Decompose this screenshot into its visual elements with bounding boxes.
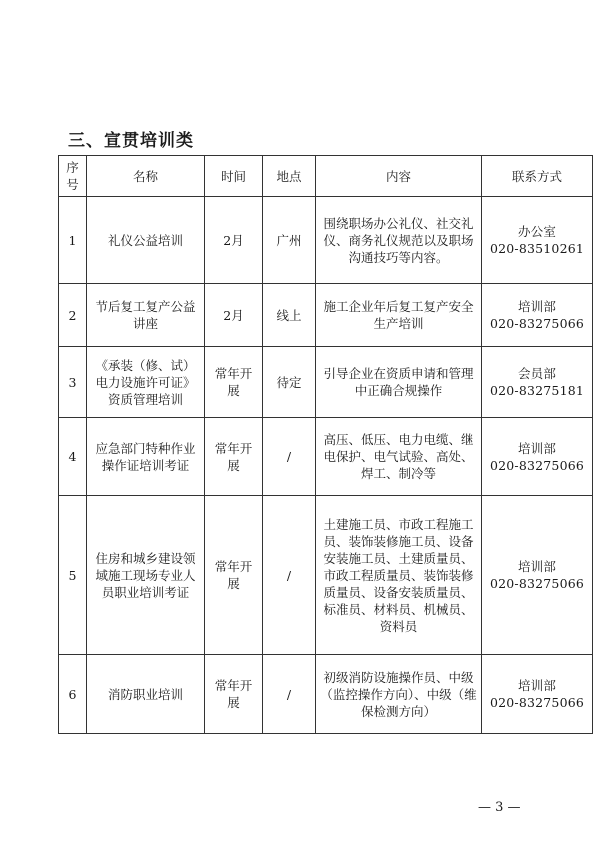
cell-contact bbox=[482, 284, 593, 347]
cell-place: 线上 bbox=[263, 284, 316, 347]
cell-content: 高压、低压、电力电缆、继电保护、电气试验、高处、焊工、制冷等 bbox=[316, 418, 482, 496]
header-no: 序号 bbox=[59, 156, 87, 197]
contact-phone: 020-83275066 bbox=[489, 576, 585, 591]
table-row bbox=[59, 197, 593, 284]
contact-dept: 培训部 bbox=[517, 299, 557, 314]
cell-no: 6 bbox=[59, 655, 87, 734]
header-place: 地点 bbox=[263, 156, 316, 197]
cell-time: 2月 bbox=[205, 284, 263, 347]
contact-dept: 办公室 bbox=[517, 224, 557, 239]
cell-content: 围绕职场办公礼仪、社交礼仪、商务礼仪规范以及职场沟通技巧等内容。 bbox=[316, 197, 482, 284]
contact-phone: 020-83275066 bbox=[489, 457, 585, 473]
cell-name: 住房和城乡建设领域施工现场专业人员职业培训考证 bbox=[87, 496, 205, 655]
cell-name: 礼仪公益培训 bbox=[87, 197, 205, 284]
table-row bbox=[59, 496, 593, 655]
cell-contact bbox=[482, 496, 593, 655]
cell-place: 待定 bbox=[263, 347, 316, 418]
cell-contact bbox=[482, 197, 593, 284]
cell-name: 节后复工复产公益讲座 bbox=[87, 284, 205, 347]
cell-content: 土建施工员、市政工程施工员、装饰装修施工员、设备安装施工员、土建质量员、市政工程质量员、装饰装修质量员、设备安装质量员、标准员、材料员、机械员、资料员 bbox=[316, 496, 482, 655]
training-table bbox=[58, 155, 593, 734]
cell-contact bbox=[482, 347, 593, 418]
cell-name: 消防职业培训 bbox=[87, 655, 205, 734]
header-name: 名称 bbox=[87, 156, 205, 197]
cell-place: / bbox=[263, 655, 316, 734]
cell-name: 应急部门特种作业操作证培训考证 bbox=[87, 418, 205, 496]
cell-contact bbox=[482, 655, 593, 734]
contact-phone: 020-83275066 bbox=[489, 695, 585, 710]
cell-contact bbox=[482, 418, 593, 496]
contact-phone: 020-83510261 bbox=[489, 241, 585, 256]
table-row bbox=[59, 418, 593, 496]
table-row bbox=[59, 655, 593, 734]
cell-no: 2 bbox=[59, 284, 87, 347]
cell-place: / bbox=[263, 496, 316, 655]
cell-content: 初级消防设施操作员、中级（监控操作方向）、中级（维保检测方向） bbox=[316, 655, 482, 734]
cell-time: 2月 bbox=[205, 197, 263, 284]
cell-no: 5 bbox=[59, 496, 87, 655]
header-contact: 联系方式 bbox=[482, 156, 593, 197]
section-title: 三、宣贯培训类 bbox=[68, 131, 194, 151]
cell-place: / bbox=[263, 418, 316, 496]
page-number: — 3 — bbox=[478, 800, 521, 815]
cell-content: 施工企业年后复工复产安全生产培训 bbox=[316, 284, 482, 347]
contact-dept: 培训部 bbox=[517, 440, 557, 456]
cell-place: 广州 bbox=[263, 197, 316, 284]
contact-dept: 培训部 bbox=[517, 678, 557, 693]
header-time: 时间 bbox=[205, 156, 263, 197]
cell-time: 常年开展 bbox=[205, 496, 263, 655]
cell-no: 4 bbox=[59, 418, 87, 496]
contact-dept: 会员部 bbox=[517, 366, 557, 381]
contact-dept: 培训部 bbox=[517, 559, 557, 574]
cell-time: 常年开展 bbox=[205, 655, 263, 734]
table-row bbox=[59, 347, 593, 418]
table-row bbox=[59, 284, 593, 347]
cell-content: 引导企业在资质申请和管理中正确合规操作 bbox=[316, 347, 482, 418]
contact-phone: 020-83275066 bbox=[489, 316, 585, 331]
cell-name: 《承装（修、试）电力设施许可证》资质管理培训 bbox=[87, 347, 205, 418]
cell-no: 1 bbox=[59, 197, 87, 284]
cell-no: 3 bbox=[59, 347, 87, 418]
cell-time: 常年开展 bbox=[205, 418, 263, 496]
cell-time: 常年开展 bbox=[205, 347, 263, 418]
table-header-row bbox=[59, 156, 593, 197]
header-content: 内容 bbox=[316, 156, 482, 197]
contact-phone: 020-83275181 bbox=[489, 383, 585, 398]
